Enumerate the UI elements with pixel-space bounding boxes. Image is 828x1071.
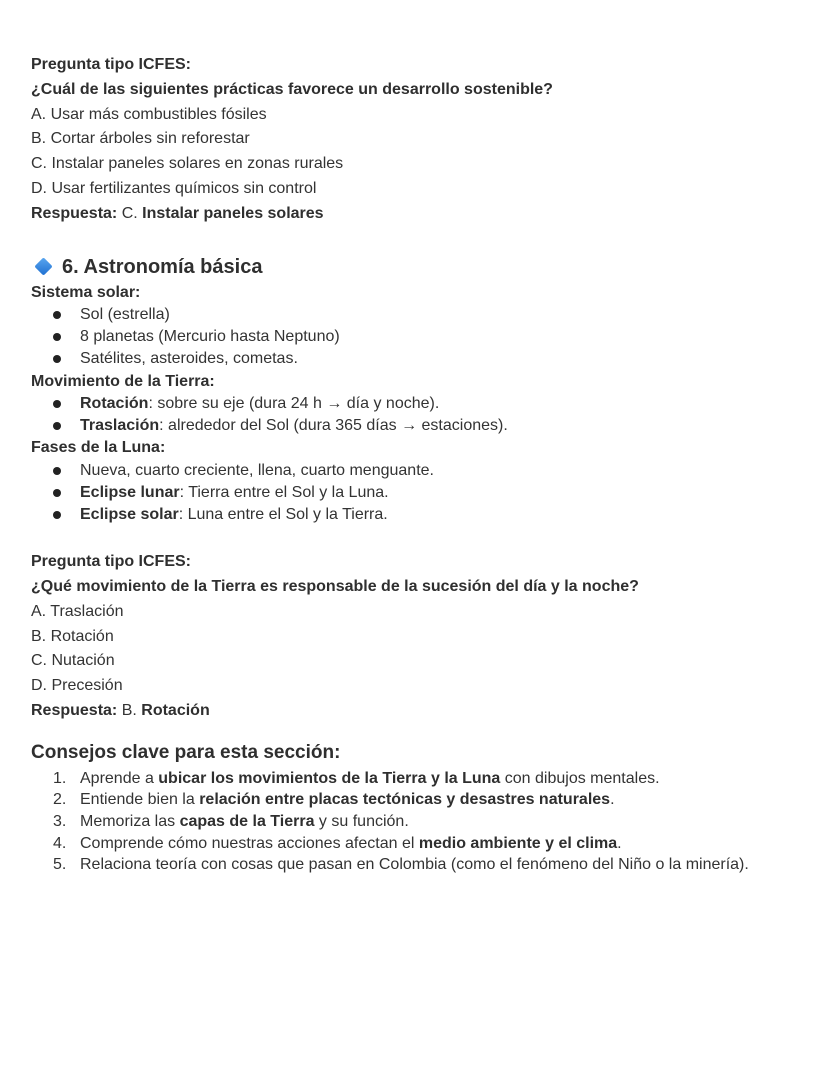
list-item: 4. Comprende cómo nuestras acciones afectan el medio ambiente y el clima. [53,834,622,852]
sistema-solar-list [31,304,828,371]
list-item: 5. Relaciona teoría con cosas que pasan en Colombia (como el fenómeno del Niño o la minería). [53,856,749,874]
subheading-fases: Fases de la Luna: [31,439,166,457]
subheading-movimiento: Movimiento de la Tierra: [31,372,215,390]
answer-letter: B. [117,702,142,720]
option-a: A. Usar más combustibles fósiles [31,105,267,123]
section-heading [31,252,828,282]
answer-label: Respuesta: [31,204,118,222]
list-item: Traslación: alrededor del Sol (dura 365 días → estaciones). [31,415,828,437]
list-item: Eclipse solar: Luna entre el Sol y la Tierra. [31,504,828,526]
list-item: Eclipse lunar: Tierra entre el Sol y la Luna. [31,482,828,504]
answer-text: Instalar paneles solares [142,204,324,222]
subheading-sistema-solar: Sistema solar: [31,283,141,301]
answer-text: Rotación [141,702,210,720]
option-d: D. Usar fertilizantes químicos sin control [31,179,317,197]
consejos-heading: Consejos clave para esta sección: [31,741,341,763]
list-item: 2. Entiende bien la relación entre placas tectónicas y desastres naturales. [53,791,615,809]
question-heading: Pregunta tipo ICFES: [31,56,191,73]
option-a: A. Traslación [31,602,124,620]
question-text: ¿Qué movimiento de la Tierra es responsable de la sucesión del día y la noche? [31,578,639,596]
list-item: Nueva, cuarto creciente, llena, cuarto menguante. [31,460,828,482]
answer-letter: C. [117,204,143,222]
blue-diamond-icon [34,257,52,275]
answer-line [31,202,828,227]
movimiento-list [31,393,828,437]
option-c: C. Instalar paneles solares en zonas rurales [31,155,344,173]
list-item: 8 planetas (Mercurio hasta Neptuno) [31,326,828,348]
answer-line [31,699,828,724]
option-c: C. Nutación [31,652,115,670]
list-item: 1. Aprende a ubicar los movimientos de la Tierra y la Luna con dibujos mentales. [53,769,660,787]
answer-label: Respuesta: [31,702,118,720]
question-block-2 [31,550,828,724]
fases-list [31,460,828,527]
list-item: 3. Memoriza las capas de la Tierra y su función. [53,813,409,831]
option-b: B. Cortar árboles sin reforestar [31,130,250,148]
option-d: D. Precesión [31,677,123,695]
question-block-1 [31,53,828,227]
option-b: B. Rotación [31,627,114,645]
list-item: Rotación: sobre su eje (dura 24 h → día y noche). [31,393,828,415]
list-item: Sol (estrella) [31,304,828,326]
section-title: 6. Astronomía básica [62,255,263,278]
list-item: Satélites, asteroides, cometas. [31,348,828,370]
question-heading: Pregunta tipo ICFES: [31,553,191,571]
consejos-list [31,768,828,876]
question-text: ¿Cuál de las siguientes prácticas favorece un desarrollo sostenible? [31,80,553,98]
